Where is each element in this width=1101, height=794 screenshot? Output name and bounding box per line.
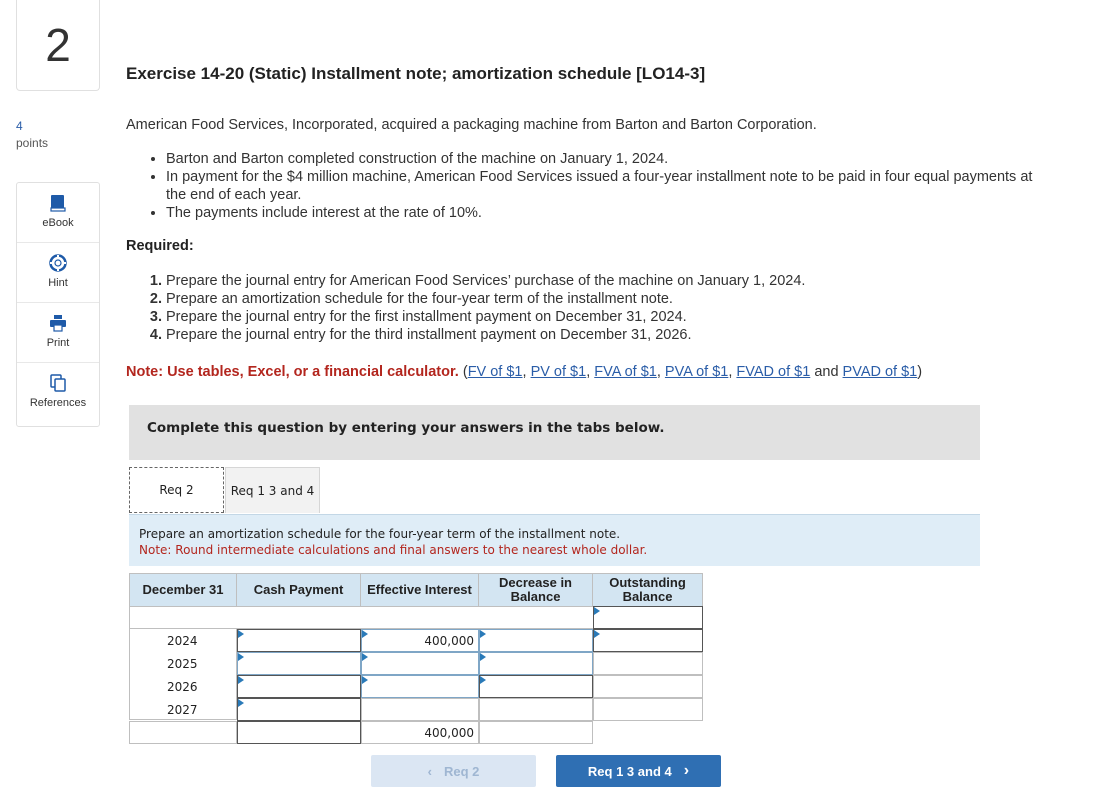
header-effective-interest: Effective Interest: [360, 573, 479, 607]
print-button[interactable]: [17, 303, 99, 363]
printer-icon: [49, 314, 67, 332]
year-2024: 2024: [167, 633, 198, 648]
list-item: • Barton and Barton completed construction of the machine on January 1, 2024.: [166, 150, 1056, 168]
effective-interest-2026-input[interactable]: [361, 675, 479, 698]
cash-payment-total-cell: [237, 721, 361, 744]
print-label: Print: [46, 337, 70, 349]
list-item: 4. Prepare the journal entry for the third installment payment on December 31, 2026.: [166, 326, 805, 344]
pva-link[interactable]: PVA of $1: [664, 364, 729, 380]
decrease-2027-cell: [479, 698, 593, 721]
prev-label: Req 2: [443, 763, 480, 779]
points-value: 4: [16, 119, 23, 133]
outstanding-2024-input[interactable]: [593, 629, 703, 652]
totals-label-cell: [129, 721, 237, 744]
chevron-left-icon: ‹: [427, 763, 432, 779]
prev-req-button[interactable]: [371, 755, 536, 787]
outstanding-2025-cell: [593, 652, 703, 675]
points-label: points: [16, 136, 49, 150]
hint-button[interactable]: [17, 243, 99, 303]
fv-link[interactable]: FV of $1: [467, 364, 523, 380]
year-2027: 2027: [167, 702, 198, 717]
chevron-right-icon: ›: [683, 762, 690, 779]
list-item: • The payments include interest at the rate of 10%.: [166, 204, 1056, 222]
cash-payment-2026-input[interactable]: [237, 675, 361, 698]
decrease-2024-input[interactable]: [479, 629, 593, 652]
tab-req-2[interactable]: Req 2: [129, 467, 224, 513]
list-item: 2. Prepare an amortization schedule for the four-year term of the installment note.: [166, 290, 805, 308]
decrease-2025-input[interactable]: [479, 652, 593, 675]
year-2026: 2026: [167, 679, 198, 694]
outstanding-2027-cell: [593, 698, 703, 721]
lifebuoy-icon: [49, 254, 67, 272]
required-heading: Required:: [126, 238, 194, 254]
decrease-2026-input[interactable]: [479, 675, 593, 698]
effective-interest-total: 400,000: [361, 721, 479, 744]
book-icon: [50, 194, 66, 212]
header-december-31: December 31: [129, 573, 237, 607]
copy-icon: [50, 374, 66, 392]
table-row: [129, 606, 594, 629]
outstanding-2026-cell: [593, 675, 703, 698]
references-button[interactable]: [17, 363, 99, 423]
list-item: 1. Prepare the journal entry for American Food Services’ purchase of the machine on January 1, 2024.: [166, 272, 805, 290]
cash-payment-2027-input[interactable]: [237, 698, 361, 721]
tab-instructions: [129, 514, 980, 566]
ebook-button[interactable]: [17, 183, 99, 243]
points-info: [16, 118, 48, 152]
effective-interest-2027-cell: [361, 698, 479, 721]
note-label: Note: Use tables, Excel, or a financial calculator.: [126, 364, 459, 380]
note-line: Note: Use tables, Excel, or a financial calculator. (FV of $1, PV of $1, FVA of $1, PVA of $1, FVAD of $1 and PVAD of $1): [126, 364, 923, 380]
ebook-label: eBook: [42, 217, 74, 229]
list-item: 3. Prepare the journal entry for the first installment payment on December 31, 2024.: [166, 308, 805, 326]
header-decrease-in-balance: Decrease in Balance: [478, 573, 593, 607]
instruction-text: Prepare an amortization schedule for the four-year term of the installment note.: [139, 527, 621, 541]
effective-interest-2025-input[interactable]: [361, 652, 479, 675]
banner-text: Complete this question by entering your answers in the tabs below.: [147, 420, 665, 436]
fva-link[interactable]: FVA of $1: [594, 364, 657, 380]
decrease-total-cell: [479, 721, 593, 744]
tool-panel: [16, 182, 100, 427]
exercise-title: Exercise 14-20 (Static) Installment note; amortization schedule [LO14-3]: [126, 64, 706, 83]
header-outstanding-balance: Outstanding Balance: [592, 573, 703, 607]
effective-interest-2024-input[interactable]: 400,000: [361, 629, 479, 652]
cash-payment-2025-input[interactable]: [237, 652, 361, 675]
question-number: 2: [16, 0, 100, 91]
facts-list: [148, 150, 1056, 222]
next-req-button[interactable]: [556, 755, 721, 787]
fvad-link[interactable]: FVAD of $1: [736, 364, 811, 380]
header-cash-payment: Cash Payment: [236, 573, 361, 607]
instruction-note: Note: Round intermediate calculations and final answers to the nearest whole dollar.: [139, 543, 648, 557]
cash-payment-2024-input[interactable]: [237, 629, 361, 652]
references-label: References: [29, 397, 87, 409]
instructions-banner: [129, 405, 980, 460]
required-steps: [148, 272, 805, 344]
next-label: Req 1 3 and 4: [587, 763, 672, 779]
list-item: • In payment for the $4 million machine, American Food Services issued a four-year installment note to be paid in four equal payments at the end of each year.: [166, 168, 1056, 204]
pvad-link[interactable]: PVAD of $1: [842, 364, 918, 380]
tab-req-1-3-4[interactable]: Req 1 3 and 4: [225, 467, 320, 513]
pv-link[interactable]: PV of $1: [530, 364, 587, 380]
outstanding-balance-initial-input[interactable]: [593, 606, 703, 629]
year-2025: 2025: [167, 656, 198, 671]
and-text: and: [814, 364, 839, 380]
intro-text: American Food Services, Incorporated, acquired a packaging machine from Barton and Barton Corporation.: [126, 117, 817, 133]
hint-label: Hint: [48, 277, 68, 289]
